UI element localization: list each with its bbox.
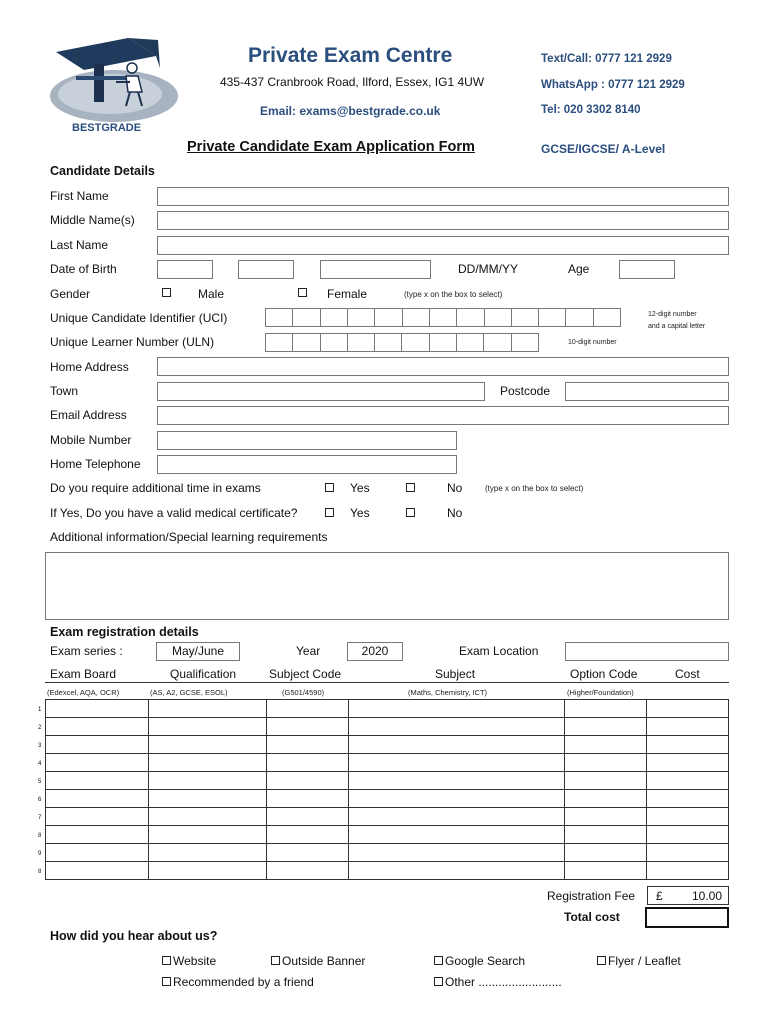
email-input[interactable] <box>157 406 729 425</box>
uln-label: Unique Learner Number (ULN) <box>50 335 215 349</box>
row-number: 6 <box>38 797 42 803</box>
exam-levels: GCSE/IGCSE/ A-Level <box>541 142 666 156</box>
additional-info-textarea[interactable] <box>45 552 729 620</box>
col-subject-code: Subject Code <box>269 667 342 681</box>
exam-location-input[interactable] <box>565 642 729 661</box>
row-number: 1 <box>38 707 42 713</box>
header-divider <box>45 682 729 683</box>
google-search-label: Google Search <box>445 954 526 968</box>
table-row <box>46 754 729 772</box>
last-name-input[interactable] <box>157 236 729 255</box>
town-label: Town <box>50 384 79 398</box>
last-name-label: Last Name <box>50 238 109 252</box>
postcode-input[interactable] <box>565 382 729 401</box>
mobile-input[interactable] <box>157 431 457 450</box>
table-row <box>46 700 729 718</box>
dob-format-label: DD/MM/YY <box>458 262 518 276</box>
uci-label: Unique Candidate Identifier (UCI) <box>50 311 228 325</box>
year-label: Year <box>296 644 321 658</box>
exam-location-label: Exam Location <box>459 644 539 658</box>
table-row <box>46 862 729 880</box>
hint-option-code: (Higher/Foundation) <box>567 688 634 697</box>
other-checkbox[interactable] <box>434 977 443 986</box>
dob-year-input[interactable] <box>320 260 431 279</box>
row-number: 2 <box>38 725 42 731</box>
gender-hint: (type x on the box to select) <box>404 290 503 299</box>
telephone: Tel: 020 3302 8140 <box>541 104 641 116</box>
gender-label: Gender <box>50 287 91 301</box>
table-row <box>46 736 729 754</box>
additional-time-yes-label: Yes <box>350 481 370 495</box>
medical-cert-yes-checkbox[interactable] <box>325 508 334 517</box>
uln-hint: 10-digit number <box>568 339 617 346</box>
row-number: 8 <box>38 869 42 875</box>
additional-time-no-checkbox[interactable] <box>406 483 415 492</box>
additional-time-no-label: No <box>447 481 463 495</box>
table-row <box>46 718 729 736</box>
total-cost-label: Total cost <box>564 910 620 924</box>
recommended-checkbox[interactable] <box>162 977 171 986</box>
town-input[interactable] <box>157 382 485 401</box>
home-tel-label: Home Telephone <box>50 457 141 471</box>
col-subject: Subject <box>435 667 476 681</box>
table-row <box>46 808 729 826</box>
home-address-input[interactable] <box>157 357 729 376</box>
col-cost: Cost <box>675 667 700 681</box>
age-input[interactable] <box>619 260 675 279</box>
hint-subject: (Maths, Chemistry, ICT) <box>408 688 488 697</box>
outside-banner-checkbox[interactable] <box>271 956 280 965</box>
col-qualification: Qualification <box>170 667 237 681</box>
outside-banner-label: Outside Banner <box>282 954 366 968</box>
col-exam-board: Exam Board <box>50 667 117 681</box>
male-label: Male <box>198 287 225 301</box>
fee-value: 10.00 <box>691 889 722 903</box>
exam-series-label: Exam series : <box>50 644 123 658</box>
medical-cert-no-label: No <box>447 506 463 520</box>
additional-time-hint: (type x on the box to select) <box>485 484 584 493</box>
uln-input[interactable] <box>265 333 539 352</box>
registration-table <box>45 699 729 880</box>
first-name-input[interactable] <box>157 187 729 206</box>
home-address-label: Home Address <box>50 360 129 374</box>
middle-name-input[interactable] <box>157 211 729 230</box>
logo <box>46 34 182 138</box>
row-number: 5 <box>38 779 42 785</box>
mobile-label: Mobile Number <box>50 433 132 447</box>
table-row <box>46 772 729 790</box>
registration-section-title: Exam registration details <box>50 625 199 639</box>
col-option-code: Option Code <box>570 667 638 681</box>
home-tel-input[interactable] <box>157 455 457 474</box>
male-checkbox[interactable] <box>162 288 171 297</box>
dob-label: Date of Birth <box>50 262 117 276</box>
medical-cert-yes-label: Yes <box>350 506 370 520</box>
uci-hint-1: 12-digit number <box>648 311 697 318</box>
medical-cert-no-checkbox[interactable] <box>406 508 415 517</box>
centre-email: Email: exams@bestgrade.co.uk <box>260 104 441 118</box>
table-row <box>46 826 729 844</box>
female-checkbox[interactable] <box>298 288 307 297</box>
website-checkbox[interactable] <box>162 956 171 965</box>
logo-brand: BESTGRADE <box>72 122 142 134</box>
registration-fee-box <box>647 886 729 905</box>
row-number: 9 <box>38 851 42 857</box>
age-label: Age <box>568 262 590 276</box>
hint-qualification: (AS, A2, GCSE, ESOL) <box>150 688 228 697</box>
exam-series-input[interactable]: May/June <box>156 642 240 661</box>
dob-month-input[interactable] <box>238 260 294 279</box>
flyer-checkbox[interactable] <box>597 956 606 965</box>
text-call: Text/Call: 0777 121 2929 <box>541 53 672 65</box>
row-number: 4 <box>38 761 42 767</box>
centre-address: 435-437 Cranbrook Road, Ilford, Essex, IG1 4UW <box>220 75 485 89</box>
other-label: Other ......................... <box>445 975 562 989</box>
row-number: 3 <box>38 743 42 749</box>
hint-exam-board: (Edexcel, AQA, OCR) <box>47 688 120 697</box>
middle-name-label: Middle Name(s) <box>50 213 135 227</box>
email-label: Email Address <box>50 408 127 422</box>
table-row <box>46 844 729 862</box>
candidate-section-title: Candidate Details <box>50 164 155 178</box>
dob-day-input[interactable] <box>157 260 213 279</box>
uci-input[interactable] <box>265 308 621 327</box>
hint-subject-code: (G501/4590) <box>282 688 325 697</box>
row-number: 8 <box>38 833 42 839</box>
total-cost-input[interactable] <box>645 907 729 928</box>
uci-hint-2: and a capital letter <box>648 323 706 330</box>
flyer-label: Flyer / Leaflet <box>608 954 681 968</box>
additional-info-label: Additional information/Special learning requirements <box>50 530 328 544</box>
whatsapp: WhatsApp : 0777 121 2929 <box>541 79 685 91</box>
registration-fee-label: Registration Fee <box>547 889 636 903</box>
postcode-label: Postcode <box>500 384 551 398</box>
centre-title: Private Exam Centre <box>248 44 453 67</box>
year-input[interactable]: 2020 <box>347 642 403 661</box>
website-label: Website <box>173 954 217 968</box>
additional-time-yes-checkbox[interactable] <box>325 483 334 492</box>
hear-question: How did you hear about us? <box>50 929 218 943</box>
fee-currency: £ <box>656 889 663 903</box>
first-name-label: First Name <box>50 189 109 203</box>
female-label: Female <box>327 287 368 301</box>
recommended-label: Recommended by a friend <box>173 975 314 989</box>
form-title: Private Candidate Exam Application Form <box>187 139 475 155</box>
google-search-checkbox[interactable] <box>434 956 443 965</box>
table-row <box>46 790 729 808</box>
medical-cert-label: If Yes, Do you have a valid medical certificate? <box>50 506 298 520</box>
row-number: 7 <box>38 815 42 821</box>
additional-time-label: Do you require additional time in exams <box>50 481 261 495</box>
